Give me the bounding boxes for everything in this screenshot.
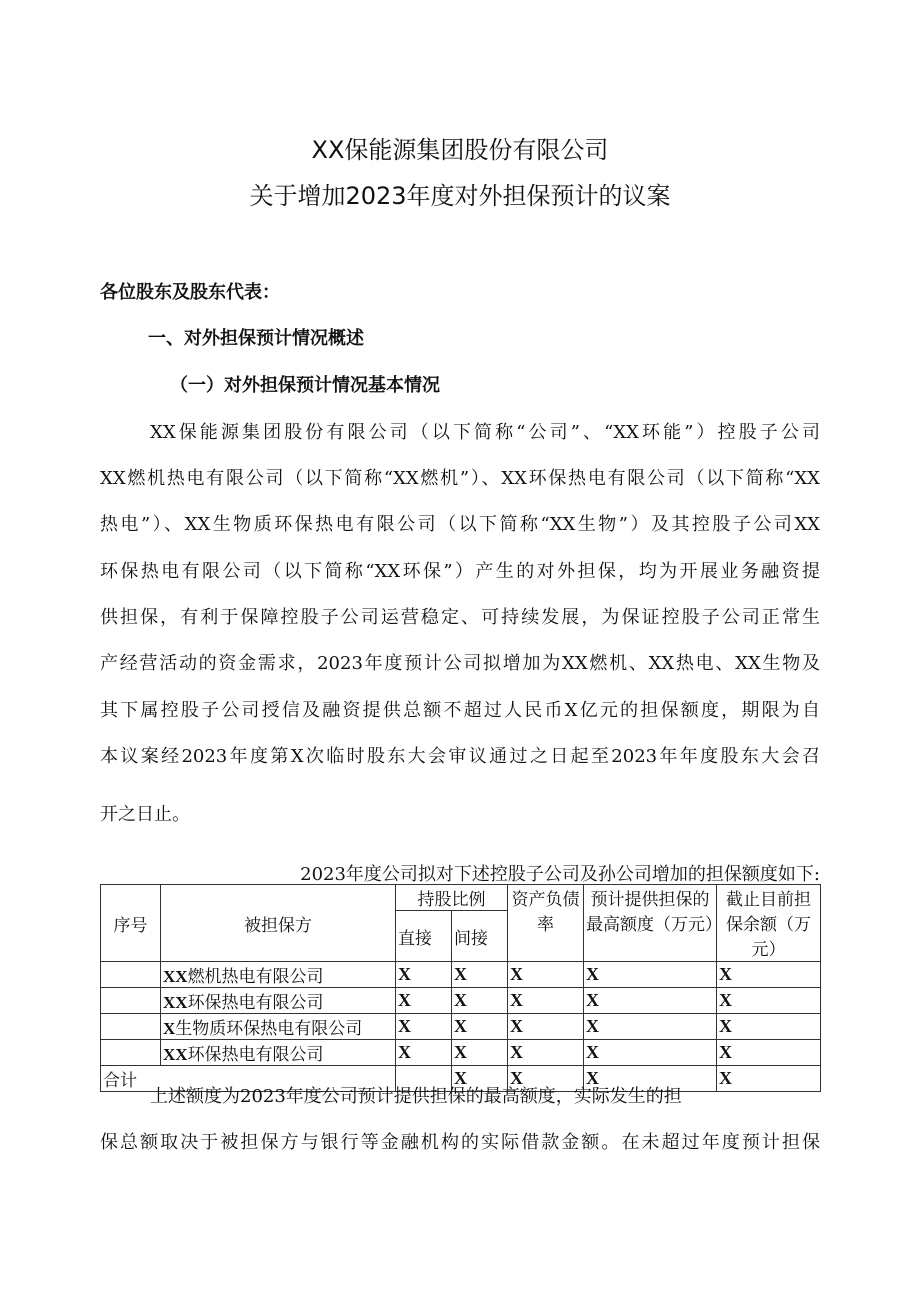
header-holding-ratio: 持股比例 [396,885,508,911]
paragraph-line: XX燃机热电有限公司（以下简称“XX燃机”）、XX环保热电有限公司（以下简称“XX [100,468,820,489]
section-heading: 一、对外担保预计情况概述 [148,328,364,349]
header-indirect: 间接 [452,911,508,962]
header-direct: 直接 [396,911,452,962]
table-row: X生物质环保热电有限公司 X X X X X [101,1014,821,1040]
paragraph-line: 上述额度为2023年度公司预计提供担保的最高额度，实际发生的担 [150,1086,682,1107]
document-title-company: XX保能源集团股份有限公司 [311,136,609,164]
header-seq: 序号 [101,885,161,962]
salutation: 各位股东及股东代表： [100,282,280,303]
guaranteed-party-name: XX燃机热电有限公司 [161,962,396,988]
table-caption: 2023年度公司拟对下述控股子公司及孙公司增加的担保额度如下: [300,864,820,885]
table-row: XX环保热电有限公司 X X X X X [101,988,821,1014]
guaranteed-party-name: XX环保热电有限公司 [161,1040,396,1066]
paragraph-line: 保总额取决于被担保方与银行等金融机构的实际借款金额。在未超过年度预计担保 [100,1132,820,1153]
guarantee-table [100,884,821,1092]
table-row: XX环保热电有限公司 X X X X X [101,1040,821,1066]
total-label: 合计 [101,1066,396,1092]
paragraph-line: 供担保，有利于保障控股子公司运营稳定、可持续发展，为保证控股子公司正常生 [100,607,820,628]
paragraph-line: 环保热电有限公司（以下简称“XX环保”）产生的对外担保，均为开展业务融资提 [100,561,820,582]
table-row: XX燃机热电有限公司 X X X X X [101,962,821,988]
guaranteed-party-name: XX环保热电有限公司 [161,988,396,1014]
subsection-heading: （一）对外担保预计情况基本情况 [170,375,440,396]
paragraph-line: XX保能源集团股份有限公司（以下简称“公司”、“XX环能”）控股子公司 [150,422,820,443]
header-guaranteed-party: 被担保方 [161,885,396,962]
paragraph-line: 热电”）、XX生物质环保热电有限公司（以下简称“XX生物”）及其控股子公司XX [100,514,820,535]
paragraph-line: 产经营活动的资金需求，2023年度预计公司拟增加为XX燃机、XX热电、XX生物及 [100,653,820,674]
document-title-subject: 关于增加2023年度对外担保预计的议案 [249,182,671,210]
guaranteed-party-name: X生物质环保热电有限公司 [161,1014,396,1040]
header-max-amount: 预计提供担保的最高额度（万元） [584,885,717,962]
paragraph-line: 其下属控股子公司授信及融资提供总额不超过人民币X亿元的担保额度，期限为自 [100,700,820,721]
header-balance: 截止目前担保余额（万元） [717,885,821,962]
table-total-row: 合计 X X X X [101,1066,821,1092]
header-debt-ratio: 资产负债率 [508,885,584,962]
paragraph-line: 本议案经2023年度第X次临时股东大会审议通过之日起至2023年年度股东大会召 [100,746,820,767]
paragraph-line: 开之日止。 [100,804,190,825]
